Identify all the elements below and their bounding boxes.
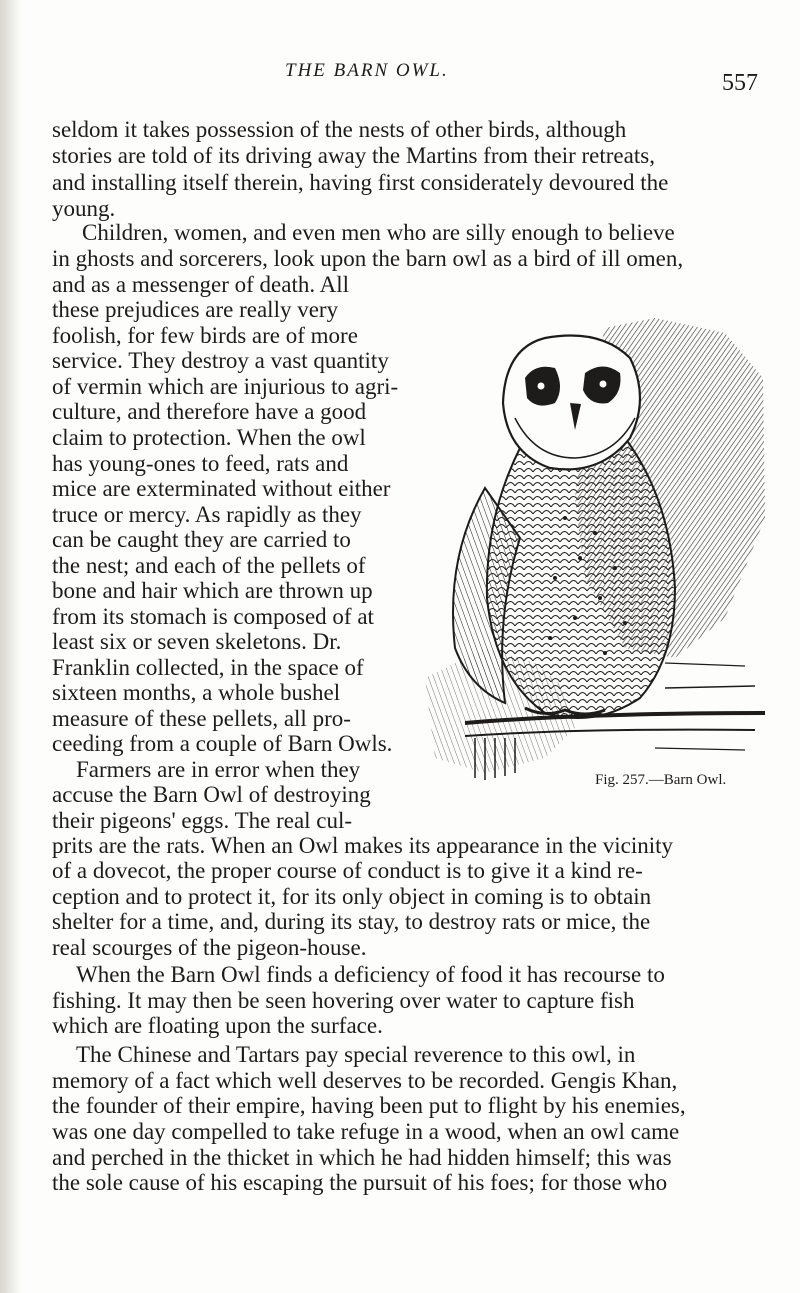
text-line: and as a messenger of death. All bbox=[52, 272, 349, 297]
text-line: and perched in the thicket in which he had hidden himself; this was bbox=[52, 1145, 672, 1170]
text-line: Children, women, and even men who are silly enough to believe bbox=[82, 220, 675, 245]
running-head: THE BARN OWL. bbox=[285, 60, 449, 81]
text-line: mice are exterminated without either bbox=[52, 476, 391, 501]
text-line: Franklin collected, in the space of bbox=[52, 655, 364, 680]
page-number: 557 bbox=[722, 70, 758, 96]
text-line: and installing itself therein, having first considerately devoured the bbox=[52, 170, 669, 195]
text-line: the founder of their empire, having been put to flight by his enemies, bbox=[52, 1093, 686, 1118]
text-line: When the Barn Owl finds a deficiency of food it has recourse to bbox=[76, 962, 665, 987]
barn-owl-illustration bbox=[425, 318, 770, 783]
text-line: these prejudices are really very bbox=[52, 297, 339, 322]
text-line: the sole cause of his escaping the pursuit of his foes; for those who bbox=[52, 1170, 668, 1195]
text-line: least six or seven skeletons. Dr. bbox=[52, 629, 342, 654]
text-line: the nest; and each of the pellets of bbox=[52, 553, 366, 578]
text-line: which are floating upon the surface. bbox=[52, 1013, 383, 1038]
barn-owl-engraving-icon bbox=[425, 318, 770, 783]
text-line: from its stomach is composed of at bbox=[52, 604, 374, 629]
text-line: measure of these pellets, all pro- bbox=[52, 706, 351, 731]
text-line: The Chinese and Tartars pay special reverence to this owl, in bbox=[76, 1042, 636, 1067]
text-line: has young-ones to feed, rats and bbox=[52, 451, 349, 476]
text-line: service. They destroy a vast quantity bbox=[52, 348, 389, 373]
text-line: young. bbox=[52, 196, 116, 221]
text-line: was one day compelled to take refuge in a wood, when an owl came bbox=[52, 1119, 680, 1144]
text-line: can be caught they are carried to bbox=[52, 527, 351, 552]
text-line: bone and hair which are thrown up bbox=[52, 578, 373, 603]
text-line: fishing. It may then be seen hovering over water to capture fish bbox=[52, 988, 635, 1013]
text-line: real scourges of the pigeon-house. bbox=[52, 935, 367, 960]
text-line: shelter for a time, and, during its stay, to destroy rats or mice, the bbox=[52, 909, 651, 934]
text-line: in ghosts and sorcerers, look upon the barn owl as a bird of ill omen, bbox=[52, 246, 684, 271]
page-gutter-shadow bbox=[0, 0, 22, 1293]
text-line: accuse the Barn Owl of destroying bbox=[52, 782, 371, 807]
text-line: memory of a fact which well deserves to be recorded. Gengis Khan, bbox=[52, 1068, 678, 1093]
text-line: Farmers are in error when they bbox=[76, 757, 361, 782]
text-line: seldom it takes possession of the nests of other birds, although bbox=[52, 117, 627, 142]
text-line: claim to protection. When the owl bbox=[52, 425, 366, 450]
figure-caption: Fig. 257.—Barn Owl. bbox=[595, 772, 727, 788]
text-line: foolish, for few birds are of more bbox=[52, 323, 358, 348]
text-line: culture, and therefore have a good bbox=[52, 399, 367, 424]
text-line: ception and to protect it, for its only object in coming is to obtain bbox=[52, 884, 652, 909]
text-line: prits are the rats. When an Owl makes its appearance in the vicinity bbox=[52, 833, 673, 858]
text-line: their pigeons' eggs. The real cul- bbox=[52, 808, 353, 833]
text-line: truce or mercy. As rapidly as they bbox=[52, 502, 362, 527]
text-line: ceeding from a couple of Barn Owls. bbox=[52, 731, 393, 756]
text-line: sixteen months, a whole bushel bbox=[52, 680, 341, 705]
text-line: of a dovecot, the proper course of conduct is to give it a kind re- bbox=[52, 858, 643, 883]
text-line: of vermin which are injurious to agri- bbox=[52, 374, 399, 399]
text-line: stories are told of its driving away the Martins from their retreats, bbox=[52, 143, 655, 168]
